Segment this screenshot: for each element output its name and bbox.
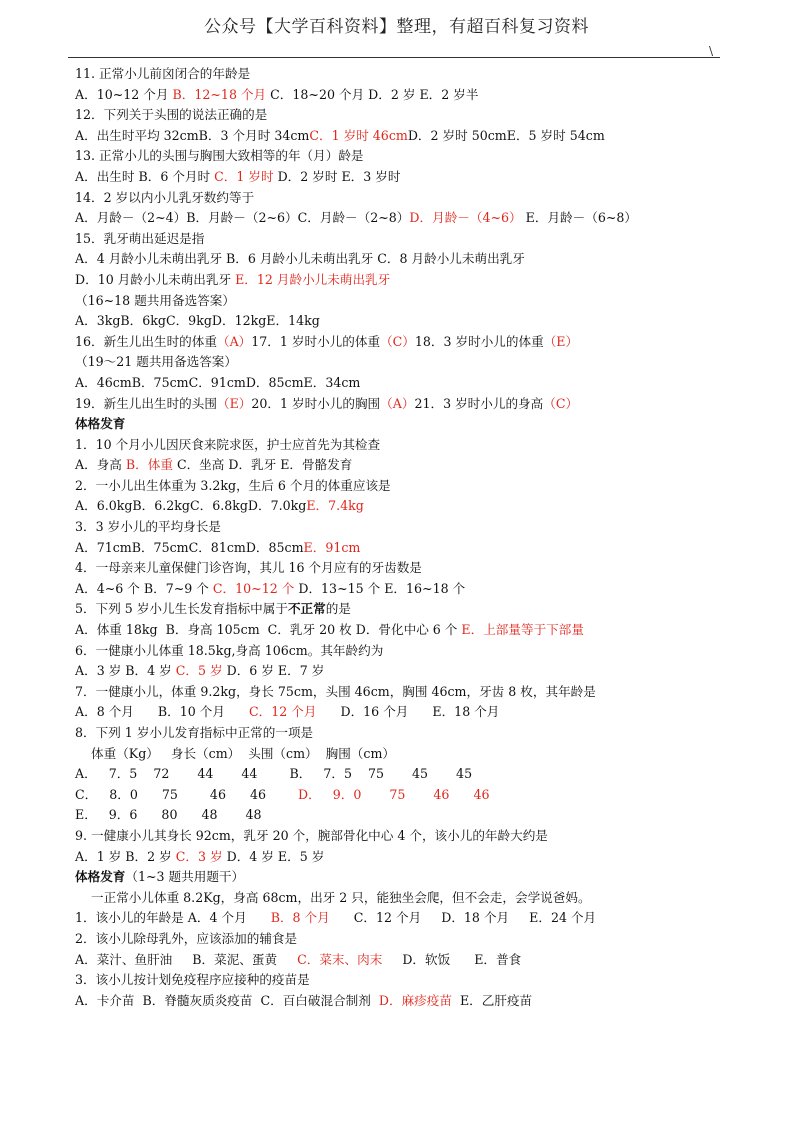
answer-text: （A） [380, 395, 415, 411]
text-line [75, 764, 725, 785]
line-text: 21．3 岁时小儿的身高 [414, 395, 544, 411]
answer-text: E．12 月龄小儿未萌出乳牙 [235, 271, 391, 287]
header-rule [68, 57, 720, 58]
text-line [75, 270, 725, 291]
text-line [75, 620, 725, 641]
line-text: 2．该小儿除母乳外，应该添加的辅食是 [75, 930, 298, 946]
answer-text: C．10~12 个 [212, 580, 295, 596]
text-line [75, 291, 725, 312]
answer-text: D．麻疹疫苗 [378, 992, 452, 1008]
answer-text: C．1 岁时 [214, 168, 274, 184]
text-line [75, 702, 725, 723]
answer-text: （C） [380, 333, 415, 349]
text-line [75, 188, 725, 209]
line-text: A．1 岁 B．2 岁 [75, 848, 176, 864]
line-text: 9. 一健康小儿其身长 92cm，乳牙 20 个，腕部骨化中心 4 个，该小儿的年龄大约是 [75, 827, 548, 843]
text-line [75, 476, 725, 497]
line-text: 1．10 个月小儿因厌食来院求医，护士应首先为其检查 [75, 436, 381, 452]
line-text: 4．一母亲来儿童保健门诊咨询，其儿 16 个月应有的牙齿数是 [75, 560, 422, 576]
answer-text: B．12~18 个月 [172, 86, 267, 102]
line-text: C． 8．0 75 46 46 [75, 786, 299, 802]
text-line [75, 908, 725, 929]
line-text: 的是 [325, 601, 351, 617]
line-text: A．8 个月 B．10 个月 [75, 704, 249, 720]
line-text: A．10~12 个月 [75, 86, 173, 102]
line-text: A．身高 [75, 457, 126, 473]
line-text: 19．新生儿出生时的头围 [75, 395, 217, 411]
line-text: 13. 正常小儿的头围与胸围大致相等的年（月）龄是 [75, 148, 364, 164]
answer-text: C．12 个月 [249, 704, 317, 720]
line-text: D．4 岁 E．5 岁 [222, 848, 325, 864]
line-text: 3．3 岁小儿的平均身长是 [75, 519, 221, 535]
line-text: C．18~20 个月 D．2 岁 E．2 岁半 [266, 86, 479, 102]
text-line [75, 661, 725, 682]
line-text: A．46cmB．75cmC．91cmD．85cmE．34cm [75, 374, 361, 390]
line-text: E．乙肝疫苗 [451, 992, 533, 1008]
line-text: C．12 个月 D．18 个月 E．24 个月 [329, 910, 597, 926]
text-line [75, 105, 725, 126]
line-text: 3．该小儿按计划免疫程序应接种的疫苗是 [75, 972, 310, 988]
line-text: A．出生时 B．6 个月时 [75, 168, 215, 184]
text-line [75, 558, 725, 579]
line-text: 20．1 岁时小儿的胸围 [251, 395, 381, 411]
answer-text: B．8 个月 [270, 910, 330, 926]
text-line [75, 352, 725, 373]
line-text: A．出生时平均 32cmB．3 个月时 34cm [75, 127, 310, 143]
line-text: D．软饭 E．普食 [382, 951, 522, 967]
text-line [75, 826, 725, 847]
line-text: D．10 月龄小儿未萌出乳牙 [75, 271, 236, 287]
line-text: 1．该小儿的年龄是 A．4 个月 [75, 910, 271, 926]
line-text: 12．下列关于头围的说法正确的是 [75, 107, 268, 123]
text-line [75, 950, 725, 971]
text-line [75, 394, 725, 415]
line-text: 17．1 岁时小儿的体重 [251, 333, 381, 349]
line-text: 15．乳牙萌出延迟是指 [75, 230, 205, 246]
document-body [75, 64, 725, 1011]
text-line [75, 929, 725, 950]
text-line [75, 455, 725, 476]
answer-text: （E） [216, 395, 252, 411]
answer-text: C．3 岁 [175, 848, 223, 864]
page-header: 公众号【大学百科资料】整理，有超百科复习资料 [204, 17, 589, 37]
line-text: A．4~6 个 B．7~9 个 [75, 580, 213, 596]
text-line [75, 311, 725, 332]
text-line [75, 249, 725, 270]
line-text: A．71cmB．75cmC．81cmD．85cm [75, 539, 304, 555]
line-text: 5．下列 5 岁小儿生长发育指标中属于 [75, 601, 288, 617]
answer-text: D． 9．0 75 46 46 [298, 786, 490, 802]
section-heading: 体格发育 [75, 869, 126, 885]
answer-text: （C） [543, 395, 579, 411]
answer-text: C．5 岁 [175, 663, 223, 679]
text-line [75, 744, 725, 765]
answer-text: C．1 岁时 46cm [309, 127, 408, 143]
text-line [75, 167, 725, 188]
text-line [75, 867, 725, 888]
answer-text: （E） [543, 333, 579, 349]
line-text: （19～21 题共用备选答案） [75, 354, 237, 370]
answer-text: E．上部量等于下部量 [461, 622, 584, 638]
line-text: D．6 岁 E．7 岁 [222, 663, 325, 679]
line-text: D．2 岁时 50cmE．5 岁时 54cm [407, 127, 605, 143]
section-heading: 体格发育 [75, 416, 126, 432]
line-text: 11. 正常小儿前囟闭合的年龄是 [75, 66, 251, 81]
text-line [75, 517, 725, 538]
line-text: A．菜汁、鱼肝油 B．菜泥、蛋黄 [75, 951, 298, 967]
text-line [75, 373, 725, 394]
section-heading: 不正常 [287, 601, 326, 617]
line-text: 2．一小儿出生体重为 3.2kg，生后 6 个月的体重应该是 [75, 477, 391, 493]
text-line [75, 682, 725, 703]
text-line [75, 805, 725, 826]
line-text: D．2 岁时 E．3 岁时 [273, 168, 401, 184]
answer-text: B．体重 [125, 457, 173, 473]
line-text: A． 7．5 72 44 44 B． 7．5 75 45 45 [75, 766, 473, 782]
text-line [75, 888, 725, 909]
line-text: （1~3 题共用题干） [125, 869, 245, 885]
answer-text: D．月龄－（4~6） [409, 210, 522, 226]
text-line [75, 847, 725, 868]
line-text: A．月龄－（2~4）B．月龄－（2~6）C．月龄－（2~8） [75, 210, 410, 226]
text-line [75, 785, 725, 806]
line-text: （16~18 题共用备选答案） [75, 292, 235, 308]
line-text: D．13~15 个 E．16~18 个 [294, 580, 466, 596]
text-line [75, 64, 725, 85]
text-line [75, 991, 725, 1012]
text-line [75, 332, 725, 353]
text-line [75, 723, 725, 744]
text-line [75, 496, 725, 517]
line-text: A．6.0kgB．6.2kgC．6.8kgD．7.0kg [75, 498, 307, 514]
line-text: C．坐高 D．乳牙 E．骨骼发育 [172, 457, 353, 473]
line-text: A．3 岁 B．4 岁 [75, 663, 176, 679]
text-line [75, 579, 725, 600]
text-line [75, 85, 725, 106]
text-line [75, 435, 725, 456]
line-text: 8．下列 1 岁小儿发育指标中正常的一项是 [75, 725, 314, 740]
line-text: 6．一健康小儿体重 18.5kg,身高 106cm。其年龄约为 [75, 642, 384, 658]
text-line [75, 599, 725, 620]
answer-text: E．91cm [303, 539, 361, 555]
line-text: D．16 个月 E．18 个月 [316, 704, 500, 720]
text-line [75, 641, 725, 662]
text-line [75, 970, 725, 991]
line-text: E．月龄－（6~8） [521, 210, 637, 226]
line-text: E． 9．6 80 48 48 [75, 807, 262, 823]
text-line [75, 414, 725, 435]
line-text: A．体重 18kg B．身高 105cm C．乳牙 20 枚 D．骨化中心 6 个 [75, 622, 462, 638]
text-line [75, 208, 725, 229]
line-text: A．4 月龄小儿未萌出乳牙 B．6 月龄小儿未萌出乳牙 C．8 月龄小儿未萌出乳牙 [75, 251, 525, 267]
line-text: 14．2 岁以内小儿乳牙数约等于 [75, 189, 255, 205]
line-text: 16．新生儿出生时的体重 [75, 333, 217, 349]
text-line [75, 538, 725, 559]
answer-text: （A） [216, 333, 252, 349]
line-text: 体重（Kg） 身长（cm） 头围（cm） 胸围（cm） [75, 745, 395, 761]
header-mark: \ [709, 44, 714, 58]
text-line [75, 126, 725, 147]
answer-text: E．7.4kg [306, 498, 364, 514]
line-text: 一正常小儿体重 8.2Kg，身高 68cm，出牙 2 只，能独坐会爬，但不会走，会学说爸妈。 [75, 889, 591, 905]
answer-text: C．菜末、肉末 [297, 951, 383, 967]
line-text: A．3kgB．6kgC．9kgD．12kgE．14kg [75, 313, 320, 329]
text-line [75, 229, 725, 250]
line-text: 18．3 岁时小儿的体重 [414, 333, 544, 349]
text-line [75, 146, 725, 167]
line-text: 7．一健康小儿，体重 9.2kg，身长 75cm，头围 46cm，胸围 46cm，牙齿 8 枚，其年龄是 [75, 683, 596, 699]
line-text: A．卡介苗 B．脊髓灰质炎疫苗 C．百白破混合制剂 [75, 992, 379, 1008]
